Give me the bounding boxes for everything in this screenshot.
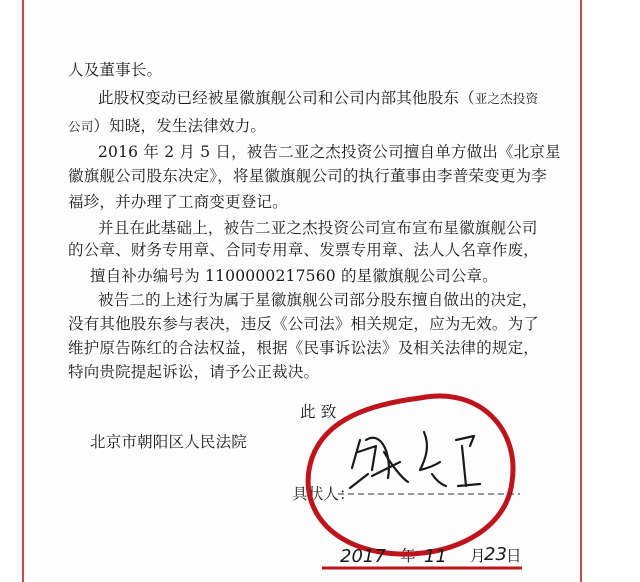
text-line-5: 徽旗舰公司股东决定》，将星徽旗舰公司的执行董事由李普荣变更为李: [68, 167, 547, 185]
text-line-3-small: 公司: [68, 119, 94, 134]
red-circle-annotation: [308, 396, 513, 554]
text-line-1: 人及董事长。: [68, 61, 163, 79]
text-line-6: 福珍，并办理了工商变更登记。: [68, 193, 288, 211]
date-month-handwritten: 11: [424, 546, 447, 567]
signature-hong: [420, 432, 480, 486]
text-line-11: 没有其他股东参与表决，违反《公司法》相关规定，应为无效。为了: [68, 315, 540, 333]
text-line-8: 的公章、财务专用章、合同专用章、发票专用章、法人人名章作废，: [68, 241, 540, 259]
text-line-2-small: 亚之杰投资: [474, 91, 539, 106]
date-day-char: 日: [506, 547, 522, 565]
text-line-12: 维护原告陈红的合法权益，根据《民事诉讼法》及相关法律的规定，: [68, 339, 540, 357]
signature-chen: [350, 438, 408, 488]
date-year-handwritten: 2017: [340, 546, 386, 567]
salutation-cizhi: 此 致: [300, 403, 337, 421]
date-day-handwritten: 23: [484, 544, 507, 565]
text-line-3-main: ）知晓，发生法律效力。: [93, 117, 267, 135]
court-name: 北京市朝阳区人民法院: [90, 433, 248, 451]
date-month-char: 月: [470, 547, 486, 565]
text-line-7: 并且在此基础上，被告二亚之杰投资公司宣布宣布星徽旗舰公司: [98, 219, 538, 237]
date-year-char: 年: [400, 547, 416, 565]
text-line-2-main: 此股权变动已经被星徽旗舰公司和公司内部其他股东（: [98, 89, 475, 107]
text-line-4: 2016 年 2 月 5 日，被告二亚之杰投资公司擅自单方做出《北京星: [98, 143, 561, 161]
text-line-10: 被告二的上述行为属于星徽旗舰公司部分股东擅自做出的决定，: [98, 291, 538, 309]
text-line-13: 特向贵院提起诉讼，请予公正裁决。: [68, 363, 320, 381]
plaintiff-label: 具状人：: [292, 485, 355, 503]
text-line-9: 擅自补办编号为 1100000217560 的星徽旗舰公司公章。: [90, 267, 498, 285]
